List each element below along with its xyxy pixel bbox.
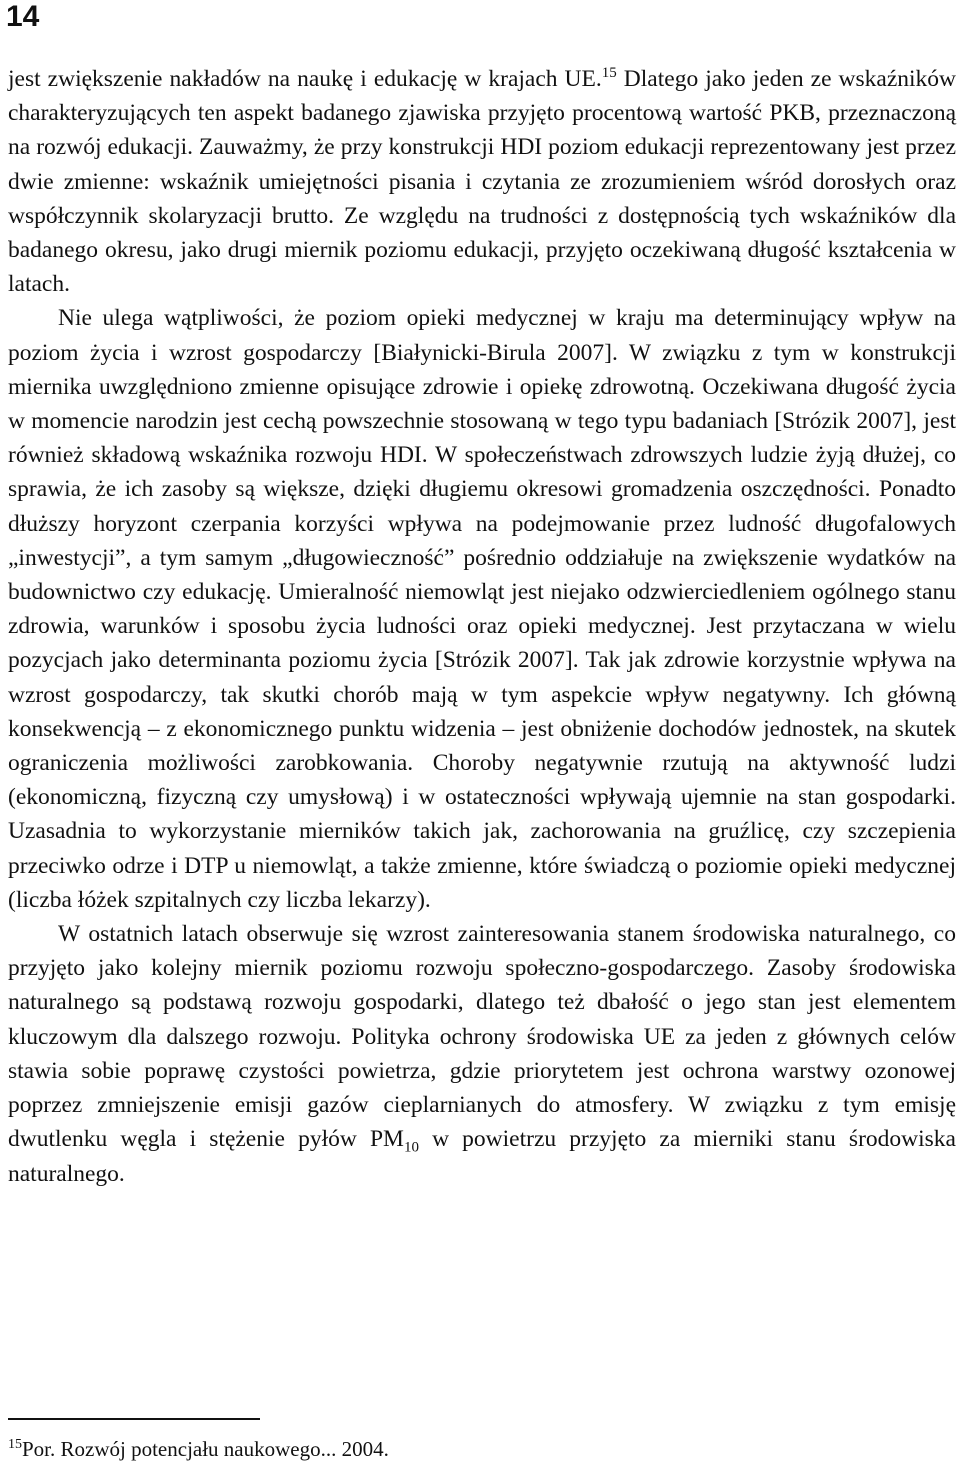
page-number: 14 [6,0,40,33]
paragraph-environment [8,917,956,1191]
footnote [8,1436,948,1462]
paragraph-health: Nie ulega wątpliwości, że poziom opieki medycznej w kraju ma determinujący wpływ na poziom życia i wzrost gospodarczy [Białynicki-Birula 2007]. W związku z tym w konstrukcji miernika uwzględniono zmienne opisujące zdrowie i opiekę zdrowotną. Oczekiwana długość życia w momencie narodzin jest cechą powszechnie stosowaną w tego typu badaniach [Strózik 2007], jest również składową wskaźnika rozwoju HDI. W społeczeństwach zdrowszych ludzie żyją dłużej, co sprawia, że ich zasoby są większe, dzięki długiemu okresowi gromadzenia oszczędności. Ponadto dłuższy horyzont czerpania korzyści wpływa na podejmowanie przez ludność długofalowych „inwestycji”, a tym samym „długowieczność” pośrednio oddziałuje na zwiększenie wydatków na budownictwo czy edukację. Umieralność niemowląt jest niejako odzwierciedleniem ogólnego stanu zdrowia, warunków i sposobu życia ludności oraz opieki medycznej. Jest przytaczana w wielu pozycjach jako determinanta poziomu życia [Strózik 2007]. Tak jak zdrowie korzystnie wpływa na wzrost gospodarczy, tak skutki chorób mają w tym aspekcie wpływ negatywny. Ich główną konsekwencją – z ekonomicznego punktu widzenia – jest obniżenie dochodów jednostek, na skutek ograniczenia możliwości zarobkowania. Choroby negatywnie rzutują na aktywność ludzi (ekonomiczną, fizyczną czy umysłową) i w ostateczności wpływają ujemnie na stan gospodarki. Uzasadnia to wykorzystanie mierników takich jak, zachorowania na gruźlicę, czy szczepienia przeciwko odrze i DTP u niemowląt, a także zmienne, które świadczą o poziomie opieki medycznej (liczba łóżek szpitalnych czy liczba lekarzy). [8,305,956,913]
subscript: 10 [403,1139,419,1156]
paragraph-text: w powietrzu przyjęto za mierniki stanu środowiska naturalnego. [8,1126,956,1187]
paragraph-text: W ostatnich latach obserwuje się wzrost zainteresowania stanem środowiska naturalnego, co przyjęto jako kolejny miernik poziomu rozwoju społeczno-gospodarczego. Zasoby środowiska naturalnego są podstawą rozwoju gospodarki, dlatego też dbałość o jego stan jest elementem kluczowym dla dalszego rozwoju. Polityka ochrony środowiska UE za jeden z głównych celów stawia sobie poprawę czystości powietrza, gdzie priorytetem jest ochrona warstwy ozonowej poprzez zmniejszenie emisji gazów cieplarnianych do atmosfery. W związku z tym emisję dwutlenku węgla i stężenie pyłów PM [8,921,956,1153]
footnote-reference: 15 [601,65,617,82]
footnote-separator [8,1418,260,1420]
paragraph-education [8,62,956,301]
paragraph-text: jest zwiększenie nakładów na naukę i edukację w krajach UE. [8,66,602,92]
paragraph-text: Dlatego jako jeden ze wskaźników charakteryzujących ten aspekt badanego zjawiska przyjęto procentową wartość PKB, przeznaczoną na rozwój edukacji. Zauważmy, że przy konstrukcji HDI poziom edukacji reprezentowany jest przez dwie zmienne: wskaźnik umiejętności pisania i czytania ze zrozumieniem wśród dorosłych oraz współczynnik skolaryzacji brutto. Ze względu na trudności z dostępnością tych wskaźników dla badanego okresu, jako drugi miernik poziomu edukacji, przyjęto oczekiwaną długość kształcenia w latach. [8,66,957,298]
body-text [8,62,956,1191]
footnote-marker: 15 [8,1437,22,1452]
footnote-text: Por. Rozwój potencjału naukowego... 2004. [22,1437,389,1461]
